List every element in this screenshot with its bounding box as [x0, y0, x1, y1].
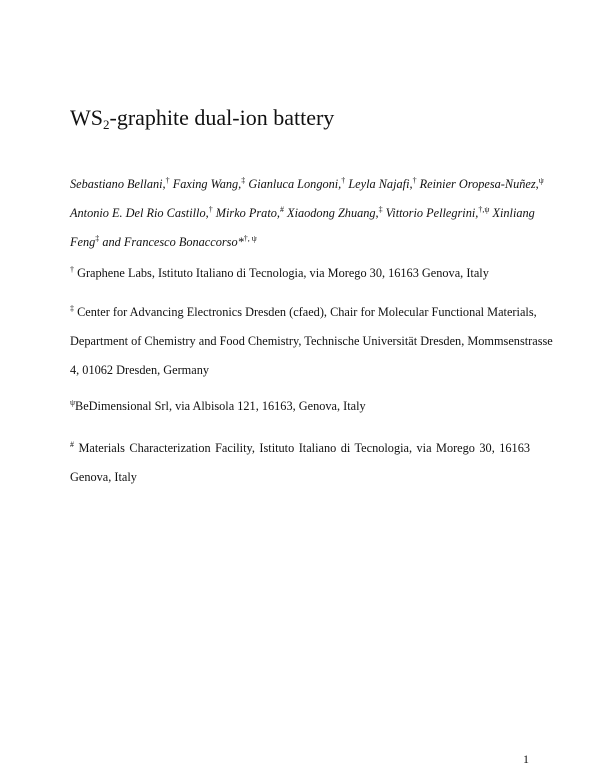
author-name: Antonio E. Del Rio Castillo, — [70, 206, 209, 220]
affiliation-text: Department of Chemistry and Food Chemistry, Technische Universität Dresden, Mommsenstrasse — [70, 334, 553, 348]
affiliation-text: Center for Advancing Electronics Dresden (cfaed), Chair for Molecular Functional Materials, — [74, 305, 537, 319]
title-rest: -graphite dual-ion battery — [109, 105, 335, 130]
author-name: Leyla Najafi, — [345, 177, 413, 191]
author-mark: † — [165, 176, 170, 185]
author-mark: ‡ — [378, 205, 383, 214]
author-mark: † — [208, 205, 213, 214]
author-name: Mirko Prato, — [212, 206, 280, 220]
affiliation-text: Graphene Labs, Istituto Italiano di Tecnologia, via Morego 30, 16163 Genova, Italy — [74, 266, 489, 280]
author-name: Vittorio Pellegrini, — [382, 206, 479, 220]
author-mark: †, ψ — [243, 234, 257, 243]
author-name: Faxing Wang, — [169, 177, 242, 191]
affiliation-materials-facility — [70, 434, 530, 492]
affiliation-text: Materials Characterization Facility, Istituto Italiano di Tecnologia, via Morego 30, 16163 — [74, 441, 530, 455]
author-name: Sebastiano Bellani, — [70, 177, 166, 191]
author-mark: ‡ — [241, 176, 246, 185]
affiliation-cfaed — [70, 298, 553, 385]
affiliation-mark: ‡ — [70, 304, 74, 313]
affiliation-graphene-labs — [70, 259, 530, 288]
affiliation-mark: ψ — [70, 398, 76, 407]
affiliation-text: 4, 01062 Dresden, Germany — [70, 363, 209, 377]
affiliation-text: Genova, Italy — [70, 470, 137, 484]
author-name: Reinier Oropesa-Nuñez, — [416, 177, 539, 191]
affiliation-bedimensional — [70, 392, 530, 421]
author-name: Xinliang — [489, 206, 535, 220]
author-list — [70, 170, 544, 257]
title-subscript: 2 — [103, 117, 110, 132]
author-mark: †,ψ — [478, 205, 490, 214]
author-name: and Francesco Bonaccorso* — [99, 235, 244, 249]
page-number: 1 — [523, 752, 529, 766]
paper-title — [70, 103, 334, 140]
author-line-1 — [70, 170, 544, 199]
author-line-3 — [70, 228, 530, 257]
affiliation-mark: # — [70, 440, 74, 449]
author-mark: † — [412, 176, 417, 185]
author-line-2 — [70, 199, 535, 228]
author-name: Gianluca Longoni, — [245, 177, 342, 191]
author-mark: ψ — [538, 176, 544, 185]
author-name: Feng — [70, 235, 96, 249]
affiliation-text: BeDimensional Srl, via Albisola 121, 16163, Genova, Italy — [75, 399, 366, 413]
author-mark: † — [341, 176, 346, 185]
affiliation-mark: † — [70, 265, 74, 274]
author-name: Xiaodong Zhuang, — [283, 206, 379, 220]
author-mark: ‡ — [95, 234, 100, 243]
author-mark: # — [279, 205, 284, 214]
title-main: WS — [70, 105, 103, 130]
